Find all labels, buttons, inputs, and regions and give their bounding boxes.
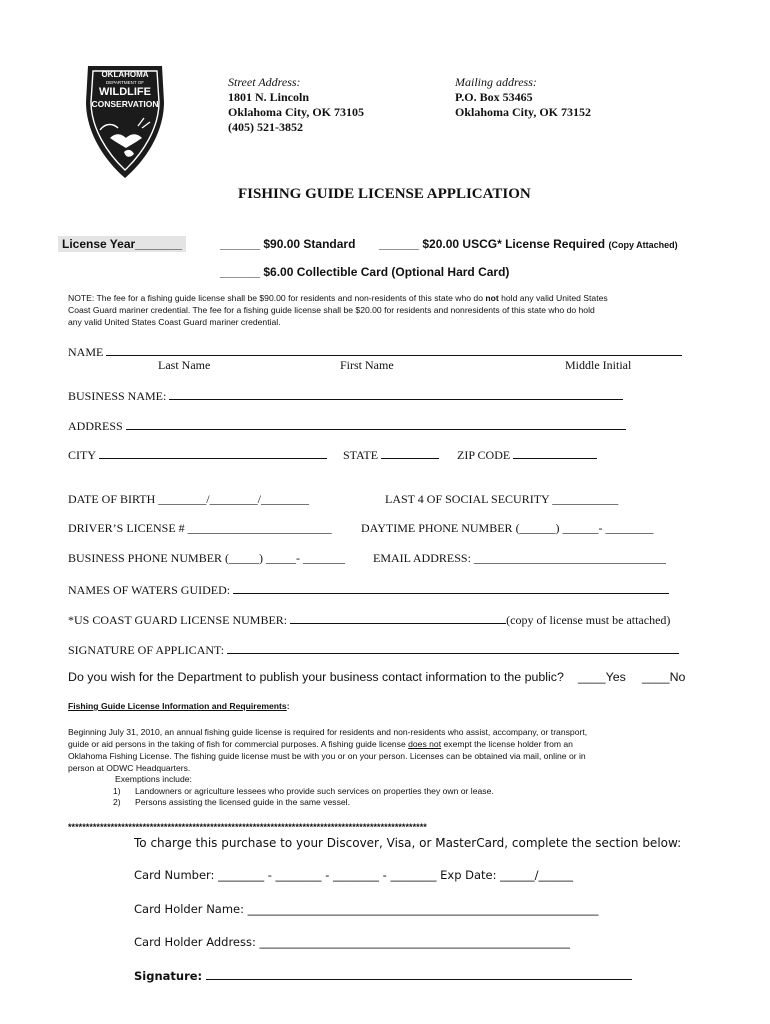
middle-initial-caption: Middle Initial — [565, 358, 632, 372]
info-line2: guide or aid persons in the taking of fish for commercial purposes. A fishing guide license — [68, 739, 409, 749]
waters-input[interactable] — [233, 581, 669, 594]
license-year-field[interactable] — [58, 236, 186, 252]
drivers-license-field[interactable]: DRIVER’S LICENSE # ________________________ — [68, 521, 332, 535]
exemption-num: 2) — [113, 797, 121, 807]
dob-field[interactable]: DATE OF BIRTH ________/________/________ — [68, 492, 309, 506]
info-paragraph — [68, 726, 587, 774]
name-label: NAME — [68, 345, 104, 359]
logo-text-department: DEPARTMENT OF — [105, 80, 144, 85]
card-signature-input[interactable] — [206, 968, 632, 980]
card-signature-label: Signature: — [134, 969, 203, 983]
zip-input[interactable] — [513, 446, 597, 459]
uscg-fee-option[interactable] — [379, 237, 678, 251]
mailing-address-label: Mailing address: — [455, 75, 537, 89]
uscg-fee-label: ______ $20.00 USCG* License Required — [379, 237, 606, 251]
info-line2b: exempt the license holder from an — [441, 739, 573, 749]
street-address-line1: 1801 N. Lincoln — [228, 90, 310, 104]
street-address-label: Street Address: — [228, 75, 301, 89]
note-part2: hold any valid United States — [498, 293, 608, 303]
state-label: STATE — [343, 448, 379, 462]
mailing-address-line2: Oklahoma City, OK 73152 — [455, 105, 592, 119]
info-line1: Beginning July 31, 2010, an annual fishing guide license is required for residents and non-residents who assist, accompany, or transport, — [68, 727, 588, 737]
uscg-copy-note: (Copy Attached) — [608, 240, 678, 250]
address-label: ADDRESS — [68, 419, 123, 433]
card-signature-row — [134, 968, 632, 983]
card-instruction: To charge this purchase to your Discover, Visa, or MasterCard, complete the section below: — [134, 836, 682, 850]
city-row — [68, 446, 327, 463]
info-heading-colon: : — [286, 701, 290, 711]
city-input[interactable] — [99, 446, 327, 459]
state-input[interactable] — [381, 446, 439, 459]
exemption-item — [113, 797, 350, 807]
first-name-caption: First Name — [340, 358, 394, 372]
applicant-signature-label: SIGNATURE OF APPLICANT: — [68, 643, 225, 657]
city-label: CITY — [68, 448, 96, 462]
address-row — [68, 417, 626, 434]
last-name-caption: Last Name — [158, 358, 211, 372]
card-holder-name-field[interactable]: Card Holder Name: _____________________________________________________________ — [134, 902, 599, 916]
note-line3: any valid United States Coast Guard mariner credential. — [68, 317, 281, 327]
odwc-logo — [80, 62, 170, 180]
license-year-label: License Year_______ — [62, 237, 182, 251]
ssn-field[interactable]: LAST 4 OF SOCIAL SECURITY ___________ — [385, 492, 619, 506]
fee-note — [68, 292, 608, 328]
applicant-signature-input[interactable] — [227, 641, 679, 654]
mailing-address-line1: P.O. Box 53465 — [455, 90, 533, 104]
exemption-text: Persons assisting the licensed guide in the same vessel. — [135, 797, 350, 807]
zip-label: ZIP CODE — [457, 448, 511, 462]
waters-row — [68, 581, 669, 598]
publish-question: Do you wish for the Department to publish your business contact information to the public? — [68, 670, 564, 684]
note-part1: NOTE: The fee for a fishing guide license shall be $90.00 for residents and non-residents of this state who do — [68, 293, 486, 303]
exemption-item — [113, 786, 494, 796]
asterisk-divider: ***************************************************************************************************** — [68, 822, 427, 832]
collectible-card-option[interactable]: ______ $6.00 Collectible Card (Optional Hard Card) — [220, 265, 510, 279]
uscg-number-input[interactable] — [290, 611, 506, 624]
info-line3: Oklahoma Fishing License. The fishing guide license must be with you or on your person. Licenses can be obtained via mail, online or in — [68, 751, 586, 761]
logo-text-wildlife: WILDLIFE — [99, 86, 151, 98]
name-input[interactable] — [106, 343, 682, 356]
street-address-line2: Oklahoma City, OK 73105 — [228, 105, 365, 119]
logo-text-conservation: CONSERVATION — [91, 99, 159, 109]
exemption-text: Landowners or agriculture lessees who provide such services on properties they own or lease. — [135, 786, 494, 796]
exemption-num: 1) — [113, 786, 121, 796]
uscg-number-row — [68, 611, 670, 628]
page-title: FISHING GUIDE LICENSE APPLICATION — [238, 186, 531, 202]
zip-row — [457, 446, 597, 463]
publish-no-option[interactable]: ____No — [642, 670, 686, 684]
business-name-row — [68, 387, 623, 404]
card-number-field[interactable]: Card Number: ________ - ________ - ________ - ________ Exp Date: ______/______ — [134, 868, 574, 882]
info-heading-text: Fishing Guide License Information and Requirements — [68, 701, 287, 711]
uscg-number-label: *US COAST GUARD LICENSE NUMBER: — [68, 613, 288, 627]
address-input[interactable] — [126, 417, 626, 430]
exemptions-label: Exemptions include: — [115, 774, 192, 784]
info-heading — [68, 701, 290, 711]
business-phone-field[interactable]: BUSINESS PHONE NUMBER (_____) _____- _______ — [68, 551, 346, 565]
publish-yes-option[interactable]: ____Yes — [578, 670, 626, 684]
note-line2: Coast Guard mariner credential. The fee for a fishing guide license shall be $20.00 for residents and nonresidents of this state who do hold — [68, 305, 595, 315]
standard-fee-option[interactable]: ______ $90.00 Standard — [220, 237, 356, 251]
state-row — [343, 446, 439, 463]
business-name-label: BUSINESS NAME: — [68, 389, 167, 403]
applicant-signature-row — [68, 641, 679, 658]
uscg-copy-required-note: (copy of license must be attached) — [506, 613, 671, 627]
street-phone: (405) 521-3852 — [228, 120, 303, 134]
waters-label: NAMES OF WATERS GUIDED: — [68, 583, 231, 597]
business-name-input[interactable] — [169, 387, 623, 400]
email-field[interactable]: EMAIL ADDRESS: ________________________________ — [373, 551, 666, 565]
info-does-not: does not — [408, 739, 442, 749]
note-bold-not: not — [485, 293, 499, 303]
logo-text-oklahoma: OKLAHOMA — [101, 70, 149, 79]
info-line4: person at ODWC Headquarters. — [68, 763, 191, 773]
card-holder-address-field[interactable]: Card Holder Address: ______________________________________________________ — [134, 935, 571, 949]
daytime-phone-field[interactable]: DAYTIME PHONE NUMBER (______) ______- ________ — [361, 521, 654, 535]
